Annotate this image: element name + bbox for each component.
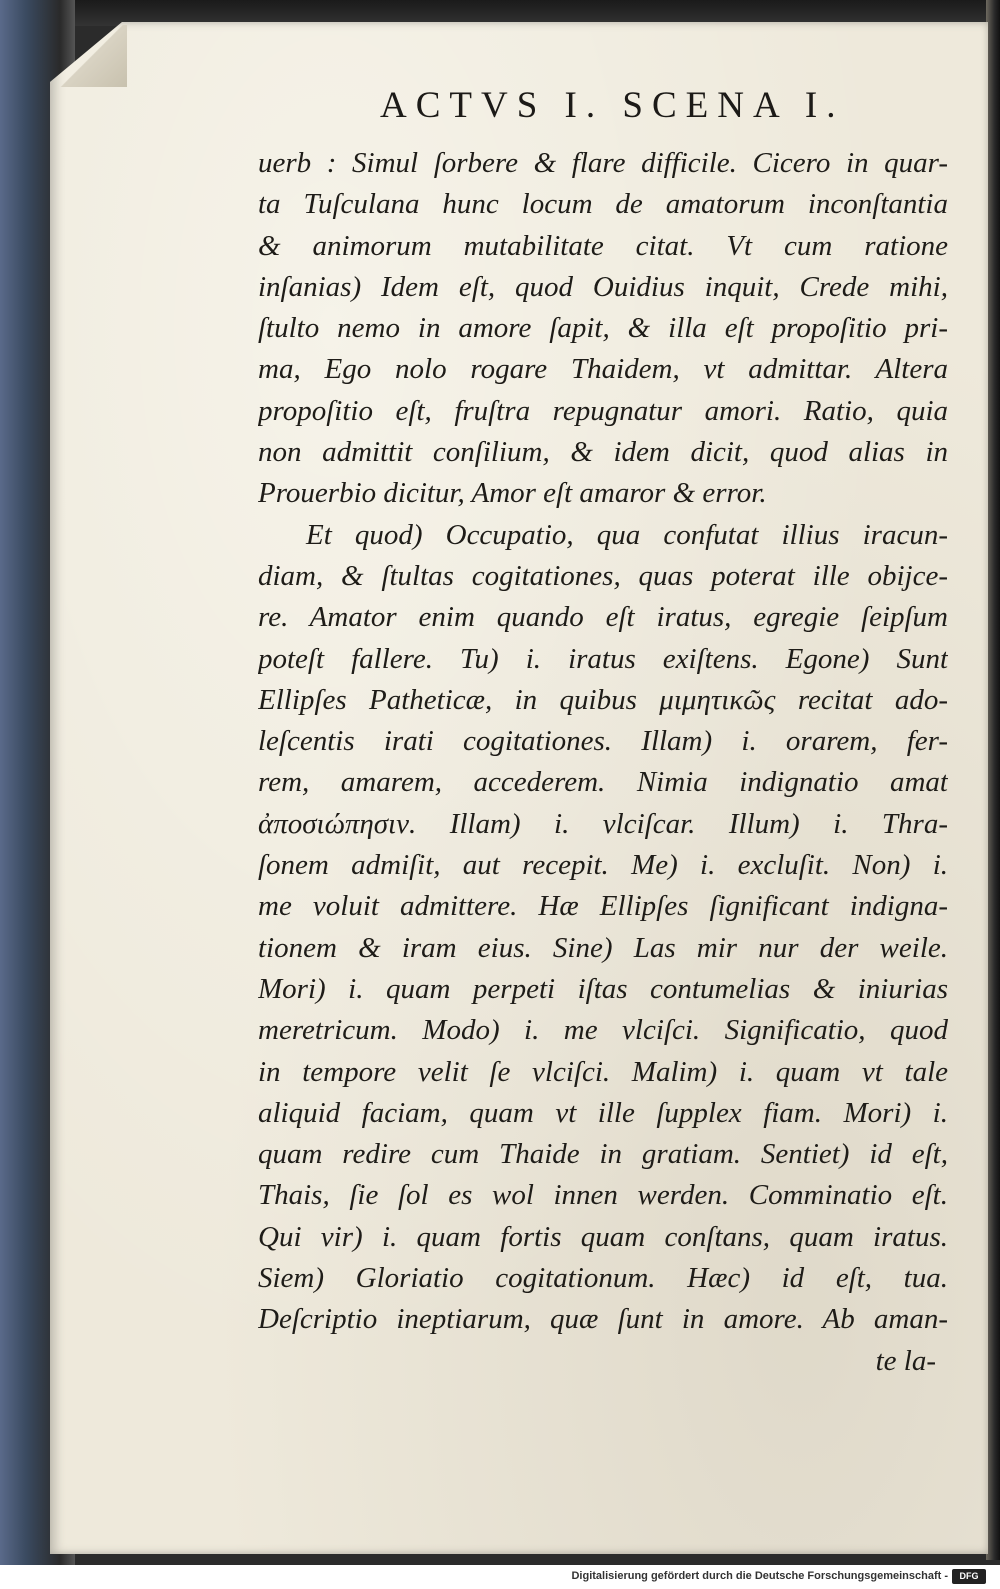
text-line: diam, & ſtultas cogitationes, quas poterat ille obijce- bbox=[258, 559, 948, 592]
text-line: ſtulto nemo in amore ſapit, & illa eſt propoſitio pri- bbox=[258, 312, 948, 345]
text-line: aliquid faciam, quam vt ille ſupplex fiam. Mori) i. bbox=[258, 1096, 948, 1129]
page-body-text bbox=[258, 143, 948, 1382]
text-line: quam redire cum Thaide in gratiam. Sentiet) id eſt, bbox=[258, 1138, 948, 1171]
text-line: ἀποσιώπησιν. Illam) i. vlciſcar. Illum) i. Thra- bbox=[258, 807, 948, 840]
funding-notice: Digitalisierung gefördert durch die Deutsche Forschungsgemeinschaft - bbox=[571, 1570, 948, 1582]
text-line: Qui vir) i. quam fortis quam conſtans, quam iratus. bbox=[258, 1220, 948, 1253]
text-line: Siem) Gloriatio cogitationum. Hæc) id eſt, tua. bbox=[258, 1262, 948, 1295]
text-line: non admittit conſilium, & idem dicit, quod alias in bbox=[258, 436, 948, 469]
text-line: leſcentis irati cogitationes. Illam) i. orarem, fer- bbox=[258, 725, 948, 758]
text-line: Thais, ſie ſol es wol innen werden. Comminatio eſt. bbox=[258, 1179, 948, 1212]
dfg-logo-icon: DFG bbox=[952, 1569, 986, 1584]
text-line: ma, Ego nolo rogare Thaidem, vt admittar. Altera bbox=[258, 353, 948, 386]
text-line: in tempore velit ſe vlciſci. Malim) i. quam vt tale bbox=[258, 1055, 948, 1088]
text-line: & animorum mutabilitate citat. Vt cum ratione bbox=[258, 229, 948, 262]
text-line: rem, amarem, accederem. Nimia indignatio amat bbox=[258, 766, 948, 799]
text-line: Ellipſes Patheticæ, in quibus μιμητικῶς recitat ado- bbox=[258, 683, 948, 716]
text-line: me voluit admittere. Hæ Ellipſes ſignificant indigna- bbox=[258, 890, 948, 923]
running-head: ACTVS I. SCENA I. bbox=[380, 85, 845, 126]
text-line: poteſt fallere. Tu) i. iratus exiſtens. Egone) Sunt bbox=[258, 642, 948, 675]
text-line: inſanias) Idem eſt, quod Ouidius inquit, Crede mihi, bbox=[258, 270, 948, 303]
text-line: Et quod) Occupatio, qua confutat illius iracun- bbox=[306, 518, 948, 551]
text-line: Mori) i. quam perpeti iſtas contumelias & iniurias bbox=[258, 972, 948, 1005]
text-line: ta Tuſculana hunc locum de amatorum inconſtantia bbox=[258, 188, 948, 221]
scan-background-right bbox=[986, 0, 1000, 1560]
digitization-footer bbox=[0, 1565, 1000, 1589]
catchword: te la- bbox=[875, 1344, 936, 1377]
text-line: propoſitio eſt, fruſtra repugnatur amori. Ratio, quia bbox=[258, 394, 948, 427]
text-line: ſonem admiſit, aut recepit. Me) i. excluſit. Non) i. bbox=[258, 849, 948, 882]
text-line: Deſcriptio ineptiarum, quæ ſunt in amore. Ab aman- bbox=[258, 1303, 948, 1336]
text-line: re. Amator enim quando eſt iratus, egregie ſeipſum bbox=[258, 601, 948, 634]
page-corner-fold bbox=[55, 25, 127, 87]
text-line: tionem & iram eius. Sine) Las mir nur der weile. bbox=[258, 931, 948, 964]
text-line: Prouerbio dicitur, Amor eſt amaror & error. bbox=[258, 477, 767, 510]
text-line: meretricum. Modo) i. me vlciſci. Significatio, quod bbox=[258, 1014, 948, 1047]
text-line: uerb : Simul ſorbere & flare difficile. Cicero in quar- bbox=[258, 147, 948, 179]
